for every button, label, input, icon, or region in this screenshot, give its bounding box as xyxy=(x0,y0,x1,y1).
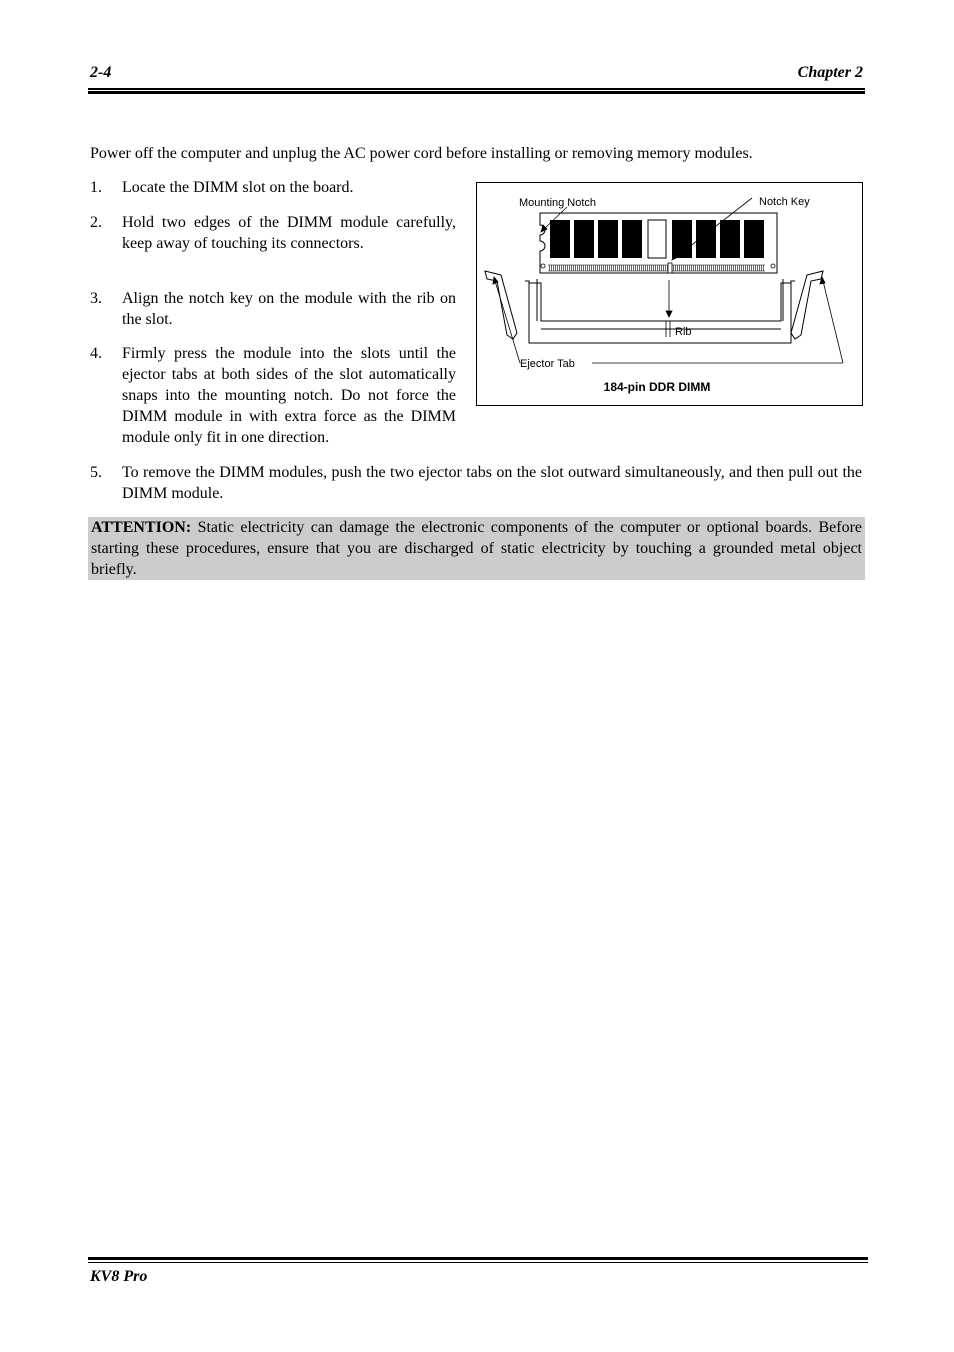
attention-label: ATTENTION: xyxy=(91,519,192,536)
dimm-blank-chip xyxy=(648,220,666,258)
step-text: Locate the DIMM slot on the board. xyxy=(122,179,354,196)
figure-title: 184-pin DDR DIMM xyxy=(603,380,711,394)
step-4 xyxy=(90,343,510,448)
step-number: 1. xyxy=(90,179,102,196)
dimm-diagram xyxy=(477,183,864,407)
product-name: KV8 Pro xyxy=(90,1268,148,1285)
step-text: Align the notch key on the module with the rib on the slot. xyxy=(122,290,456,328)
dimm-install-figure xyxy=(476,182,863,406)
footer-rule-thick xyxy=(88,1257,868,1260)
footer-rule-thin xyxy=(88,1262,868,1263)
ejector-tab-label: Ejector Tab xyxy=(520,358,575,370)
step-text: Firmly press the module into the slots until the ejector tabs at both sides of the slot automatically snaps into the mounting notch. Do not force the DIMM module in with extra force as the DIMM module only fit in one direction. xyxy=(122,345,456,446)
step-3 xyxy=(90,288,456,330)
step-2 xyxy=(90,212,456,275)
ejector-tab-left xyxy=(485,271,517,339)
dimm-slot xyxy=(525,279,795,343)
attention-text: Static electricity can damage the electronic components of the computer or optional boards. Before starting these procedures, ensure that you are discharged of static electricity by touching a grounded metal object briefly. xyxy=(91,519,863,578)
step-text: Hold two edges of the DIMM module carefully, keep away of touching its connectors. xyxy=(122,214,456,252)
ejector-tab-right xyxy=(791,271,823,339)
step-text: To remove the DIMM modules, push the two ejector tabs on the slot outward simultaneously, and then pull out the DIMM module. xyxy=(122,464,862,502)
mounting-notch-label: Mounting Notch xyxy=(519,197,597,209)
step-number: 2. xyxy=(90,214,102,231)
rib-label: Rib xyxy=(675,326,692,338)
notch-key xyxy=(668,263,672,273)
chapter-title: Chapter 2 xyxy=(797,64,863,81)
header-rule-thin xyxy=(88,88,865,90)
page-number: 2-4 xyxy=(90,64,112,81)
notch-key-label: Notch Key xyxy=(759,196,810,208)
step-1 xyxy=(90,177,456,198)
header-rule-thick xyxy=(88,91,865,94)
intro-paragraph: Power off the computer and unplug the AC power cord before installing or removing memory modules. xyxy=(90,145,753,162)
step-number: 3. xyxy=(90,290,102,307)
attention-box xyxy=(88,517,865,580)
step-number: 5. xyxy=(90,464,102,481)
step-number: 4. xyxy=(90,345,102,362)
step-5 xyxy=(90,462,862,504)
